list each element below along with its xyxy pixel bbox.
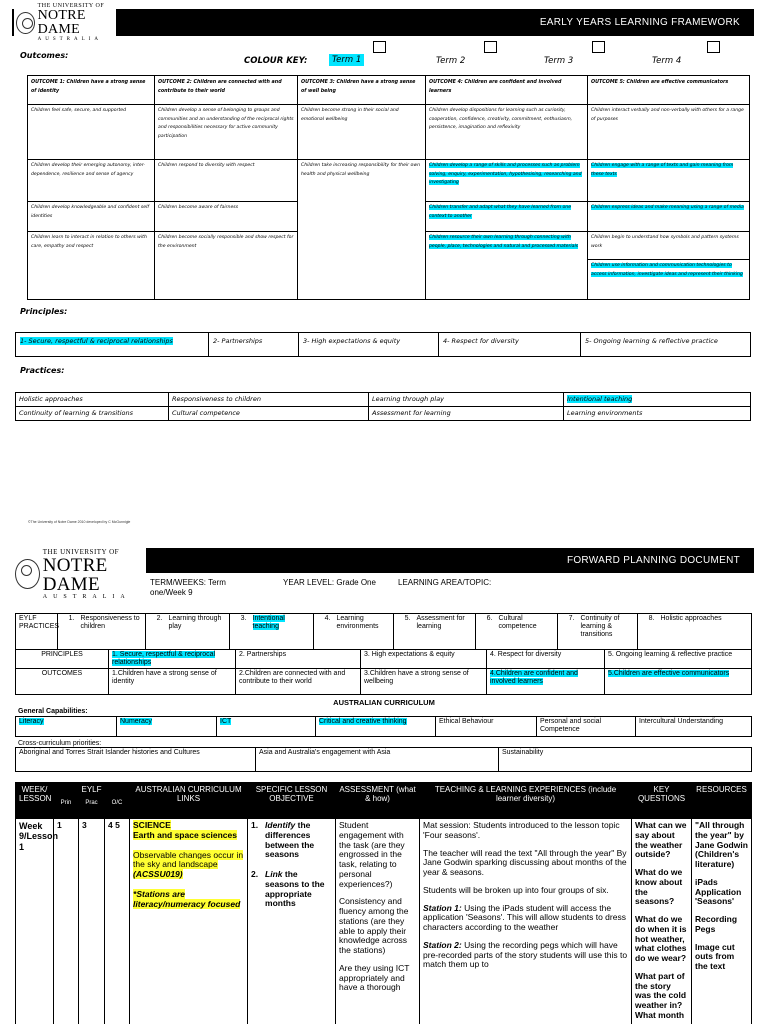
objective-1: 1. Identify the differences between the seasons [251, 820, 315, 860]
crest-icon [16, 12, 35, 34]
header-tle: TEACHING & LEARNING EXPERIENCES (include learner diversity) [420, 783, 632, 819]
key-question: What can we say about the weather outside? [635, 820, 687, 860]
station-2-label: Station 2: [423, 939, 462, 950]
header-oc: O/C [105, 798, 130, 819]
practice-number: 1. [58, 614, 78, 650]
capability-cell [217, 717, 316, 737]
o4-item [426, 202, 588, 232]
objective-2-text: the seasons to the appropriate months [265, 869, 325, 909]
practice-cell-text: Intentional teaching [567, 395, 633, 403]
header-week: WEEK/ LESSON [16, 783, 54, 819]
logo-line-small: THE UNIVERSITY OF [42, 547, 120, 556]
principle-4: 4- Respect for diversity [439, 333, 581, 357]
principle-1-text: 1- Secure, respectful & reciprocal relationships [20, 337, 173, 345]
capability-cell: Intercultural Understanding [636, 717, 752, 737]
capability-cell: Ethical Behaviour [436, 717, 537, 737]
principles-label: PRINCIPLES [16, 650, 109, 669]
capability-text: ICT [220, 718, 232, 725]
header-objective: SPECIFIC LESSON OBJECTIVE [248, 783, 336, 819]
outcome-2-header: OUTCOME 2: Children are connected with and contribute to their world [155, 76, 298, 105]
priority-cell: Asia and Australia's engagement with Asia [256, 748, 499, 772]
o5-item [588, 260, 749, 281]
assessment-item: Are they using ICT appropriately and have a thorough [339, 962, 410, 993]
capability-cell [117, 717, 217, 737]
outcome-cell-text: 4.Children are confident and involved learners [490, 670, 578, 686]
principle-cell: 5. Ongoing learning & reflective practice [605, 650, 752, 669]
objective-cell [248, 819, 336, 1024]
priority-cell: Aboriginal and Torres Strait Islander histories and Cultures [16, 748, 256, 772]
practice-cell: Responsiveness to children [169, 393, 369, 407]
practice-number: 4. [314, 614, 334, 650]
practice-name [250, 614, 314, 650]
o2-item: Children respond to diversity with respect [155, 160, 298, 202]
principle-cell-text: 1. Secure, respectful & reciprocal relationships [112, 651, 216, 667]
logo-line-sub: AUSTRALIA [42, 593, 131, 600]
term-weeks: TERM/WEEKS: Term one/Week 9 [150, 578, 226, 597]
practice-number: 2. [146, 614, 166, 650]
ccp-label: Cross-curriculum priorities: [18, 740, 102, 747]
practice-cell [564, 393, 751, 407]
practice-name: Continuity of learning & transitions [578, 614, 638, 650]
outcome-cell [605, 669, 752, 695]
header-ac: AUSTRALIAN CURRICULUM LINKS [130, 783, 248, 819]
practice-cell: Assessment for learning [369, 407, 564, 421]
capability-text: Numeracy [120, 718, 152, 725]
header-prac: Prac [79, 798, 105, 819]
eylf-summary-table [15, 613, 752, 650]
term-2-key: Term 2 [436, 56, 466, 66]
outcomes-table [27, 75, 750, 300]
term-4-checkbox[interactable] [707, 41, 720, 53]
o5-item: Children interact verbally and non-verbally with others for a range of purposes [588, 105, 750, 160]
ac-code: (ACSSU019) [133, 869, 183, 880]
o5-item [588, 160, 750, 202]
o5-item [588, 202, 750, 232]
practice-number: 6. [476, 614, 496, 650]
term-4-key: Term 4 [652, 56, 682, 66]
practice-cell: Cultural competence [169, 407, 369, 421]
objective-2-verb: Link [265, 869, 283, 880]
o2-item: Children develop a sense of belonging to groups and communities and an understanding of the reciprocal rights and responsibilities necessary for active community participation [155, 105, 298, 160]
o3-item: Children become strong in their social and emotional wellbeing [298, 105, 426, 160]
lesson-plan-table [15, 782, 752, 1024]
tle-groups: Students will be broken up into four groups of six. [423, 884, 609, 895]
gc-label: General Capabilities: [18, 708, 88, 715]
resource-item: Image cut outs from the text [695, 941, 735, 972]
outcome-cell: 3.Children have a strong sense of wellbeing [361, 669, 487, 695]
subject-label: Earth and space sciences [133, 829, 237, 840]
term-3-key: Term 3 [544, 56, 574, 66]
practice-name: Learning through play [166, 614, 230, 650]
header-assessment: ASSESSMENT (what & how) [336, 783, 420, 819]
practice-cell: Learning through play [369, 393, 564, 407]
o4-item-text: Children develop a range of skills and processes such as problem solving, enquiry, experimentation, hypothesising, researching and investigating [429, 163, 582, 186]
notre-dame-logo [14, 3, 116, 42]
o1-item: Children feel safe, secure, and supported [28, 105, 155, 160]
outcome-cell: 1.Children have a strong sense of identity [109, 669, 236, 695]
term-1-checkbox[interactable] [373, 41, 386, 53]
o5-item-group [588, 232, 750, 300]
colour-key-label: COLOUR KEY: [244, 56, 308, 66]
resource-item: iPads Application 'Seasons' [695, 876, 742, 907]
crest-icon [15, 559, 40, 589]
outcome-cell [487, 669, 605, 695]
logo-line-big: NOTRE DAME [42, 554, 108, 595]
practice-number: 5. [394, 614, 414, 650]
o5-item-text: Children engage with a range of texts and gain meaning from these texts [591, 163, 734, 177]
objective-2: 2. Link the seasons to the appropriate months [251, 869, 325, 909]
o5-item: Children begin to understand how symbols and pattern systems work [588, 232, 749, 260]
logo-line-sub: AUSTRALIA [37, 37, 102, 42]
principle-3: 3- High expectations & equity [299, 333, 439, 357]
principle-2: 2- Partnerships [209, 333, 299, 357]
header-key-questions: KEY QUESTIONS [632, 783, 692, 819]
o5-item-text: Children use information and communication technologies to access information, investigate ideas and represent their thinking [591, 263, 743, 277]
outcomes-label: Outcomes: [20, 51, 69, 60]
header-prin: Prin [54, 798, 79, 819]
capabilities-table [15, 716, 752, 737]
practice-name: Responsiveness to children [78, 614, 146, 650]
capability-cell [316, 717, 436, 737]
practices-label: Practices: [20, 366, 65, 375]
outcome-4-header: OUTCOME 4: Children are confident and involved learners [426, 76, 588, 105]
fpd-banner-title: FORWARD PLANNING DOCUMENT [566, 555, 740, 566]
outcome-cell: 2.Children are connected with and contribute to their world [236, 669, 361, 695]
outcome-5-header: OUTCOME 5: Children are effective communicators [588, 76, 750, 105]
principles-table [15, 332, 751, 357]
o2-item: Children become socially responsible and show respect for the environment [155, 232, 298, 300]
logo-line-small: THE UNIVERSITY OF [37, 3, 105, 9]
outcome-cell-text: 5.Children are effective communicators [608, 670, 730, 678]
term-2-checkbox[interactable] [484, 41, 497, 53]
principles-outcomes-table [15, 649, 752, 695]
tle-intro: Mat session: Students introduced to the lesson topic 'Four seasons'. [423, 820, 620, 840]
ac-links-cell [130, 819, 248, 1024]
o1-item: Children develop their emerging autonomy, inter-dependence, resilience and sense of agency [28, 160, 155, 202]
learning-area: LEARNING AREA/TOPIC: [398, 578, 492, 587]
o2-item: Children become aware of fairness [155, 202, 298, 232]
o4-item-text: Children transfer and adapt what they have learned from one context to another [429, 205, 572, 219]
practice-name: Cultural competence [496, 614, 558, 650]
year-level: YEAR LEVEL: Grade One [283, 578, 376, 587]
practice-name-text: Intentional teaching [252, 615, 285, 631]
capability-text: Literacy [19, 718, 44, 725]
o5-item-text: Children express ideas and make meaning using a range of media [591, 205, 744, 210]
notre-dame-logo-2 [12, 548, 146, 600]
practice-cell: Holistic approaches [16, 393, 169, 407]
practice-name: Learning environments [334, 614, 394, 650]
objective-1-text: the differences between the seasons [265, 820, 315, 860]
key-question: What do we know about the seasons? [635, 867, 683, 907]
o1-item: Children learn to interact in relation to others with care, empathy and respect [28, 232, 155, 300]
page1-footer: ©The University of Notre Dame 2010 developed by C McGunnigle [28, 520, 131, 524]
assessment-item: Consistency and fluency among the stations (are they able to apply their knowledge across the stations) [339, 896, 409, 956]
tle-station-2 [423, 941, 628, 970]
practice-number: 7. [558, 614, 578, 650]
term-1-key: Term 1 [329, 54, 364, 66]
principle-5: 5- Ongoing learning & reflective practice [581, 333, 751, 357]
outcomes-label: OUTCOMES [16, 669, 109, 695]
priorities-table [15, 747, 752, 772]
eylf-banner-title: EARLY YEARS LEARNING FRAMEWORK [539, 17, 740, 28]
outcome-3-header: OUTCOME 3: Children have a strong sense of well being [298, 76, 426, 105]
prac-cell: 3 [79, 819, 105, 1024]
practice-cell: Learning environments [564, 407, 751, 421]
week-lesson-cell: Week 9/Lesson 1 [16, 819, 54, 1024]
outcome-1-header: OUTCOME 1: Children have a strong sense of identity [28, 76, 155, 105]
science-label: SCIENCE [133, 820, 171, 830]
tle-reading: The teacher will read the text "All through the year" By Jane Godwin sparking discussing about months of the year & seasons. [423, 847, 627, 878]
principle-cell: 3. High expectations & equity [361, 650, 487, 669]
key-question: What part of the story was the cold weather in? What month [635, 970, 687, 1021]
header-resources: RESOURCES [692, 783, 752, 819]
station-2-text: Using the recording pegs which will have pre-recorded parts of the story students will use this to match them up to [423, 939, 628, 970]
o3-item: Children take increasing responsibility for their own health and physical wellbeing [298, 160, 426, 300]
practice-number: 3. [230, 614, 250, 650]
resource-item: Recording Pegs [695, 914, 738, 934]
o4-item [426, 232, 588, 300]
priority-cell: Sustainability [499, 748, 752, 772]
principle-1 [16, 333, 209, 357]
oc-cell: 4 5 [105, 819, 130, 1024]
practice-cell: Continuity of learning & transitions [16, 407, 169, 421]
principle-cell [109, 650, 236, 669]
practice-name: Assessment for learning [414, 614, 476, 650]
o4-item-text: Children resource their own learning through connecting with people, place, technologies and natural and processed materials [429, 235, 579, 249]
prin-cell: 1 [54, 819, 79, 1024]
o1-item: Children develop knowledgeable and confident self identities [28, 202, 155, 232]
ac-description: Observable changes occur in the sky and landscape [133, 849, 244, 870]
tle-cell [420, 819, 632, 1024]
key-question: What do we do when it is hot weather, what clothes do we wear? [635, 914, 687, 964]
station-1-label: Station 1: [423, 902, 462, 913]
practices-table [15, 392, 751, 421]
objective-1-verb: Identify [265, 820, 296, 830]
stations-note: *Stations are literacy/numeracy focused [133, 888, 241, 909]
o4-item: Children develop dispositions for learning such as curiosity, cooperation, confidence, creativity, commitment, enthusiasm, persistence, imagination and reflexivity [426, 105, 588, 160]
eylf-practices-label: EYLF PRACTICES [16, 614, 58, 650]
station-1-text: Using the iPads student will access the application 'Seasons'. This will allow students to dress characters according to the weather [423, 902, 626, 933]
practice-name: Holistic approaches [658, 614, 752, 650]
principles-label: Principles: [20, 307, 68, 316]
logo-line-big: NOTRE DAME [37, 8, 86, 37]
capability-cell [16, 717, 117, 737]
principle-cell: 2. Partnerships [236, 650, 361, 669]
header-eylf: EYLF [54, 783, 130, 798]
capability-cell: Personal and social Competence [537, 717, 636, 737]
resource-item: "All through the year" by Jane Godwin (Children's literature) [695, 820, 748, 870]
tle-station-1 [423, 904, 628, 933]
ac-title: AUSTRALIAN CURRICULUM [333, 698, 435, 707]
o4-item [426, 160, 588, 202]
term-3-checkbox[interactable] [592, 41, 605, 53]
capability-text: Critical and creative thinking [319, 718, 407, 725]
assessment-cell [336, 819, 420, 1024]
eylf-banner [12, 9, 754, 36]
resources-cell [692, 819, 752, 1024]
principle-cell: 4. Respect for diversity [487, 650, 605, 669]
key-questions-cell [632, 819, 692, 1024]
assessment-item: Student engagement with the task (are they engrossed in the task, relating to personal experiences?) [339, 820, 405, 889]
practice-number: 8. [638, 614, 658, 650]
